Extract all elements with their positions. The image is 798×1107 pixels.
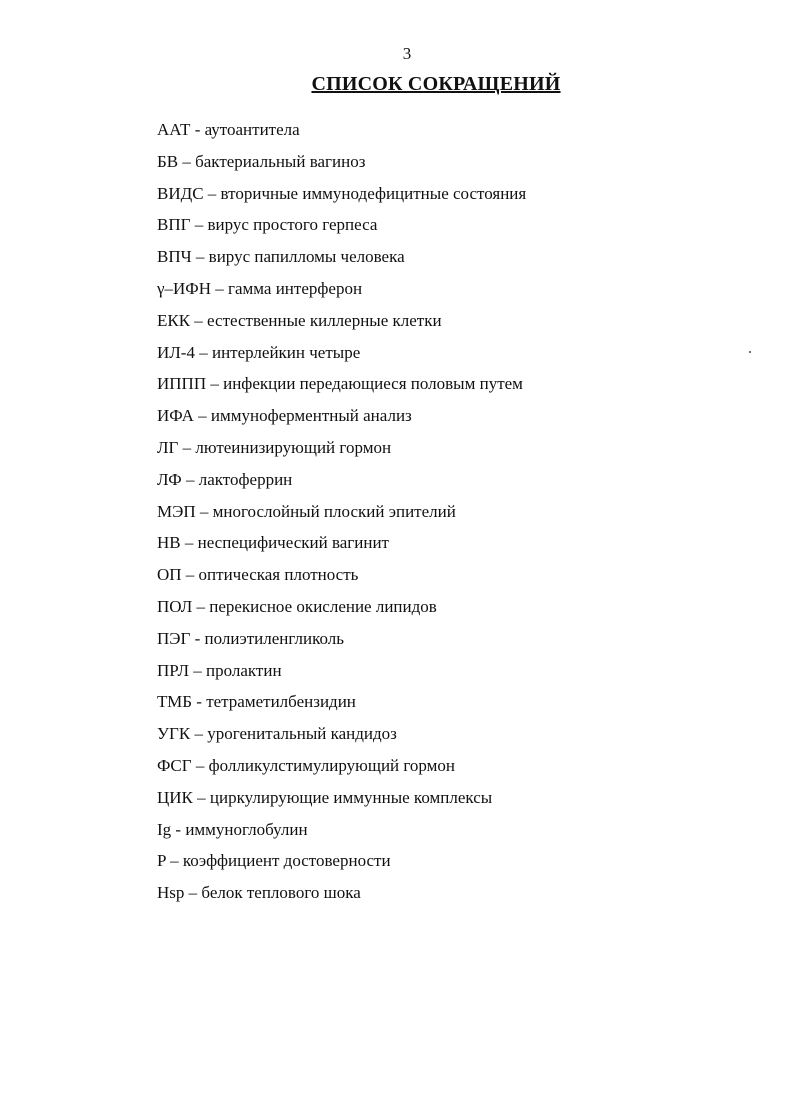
list-item: ВИДС – вторичные иммунодефицитные состояния [157, 183, 527, 203]
list-item: ОП – оптическая плотность [157, 565, 359, 585]
list-item: ФСГ – фолликулстимулирующий гормон [157, 755, 456, 775]
list-item: ИППП – инфекции передающиеся половым путем [157, 374, 523, 394]
page-title: СПИСОК СОКРАЩЕНИЙ [311, 73, 561, 95]
list-item: ВПГ – вирус простого герпеса [157, 215, 378, 235]
list-item: ЦИК – циркулирующие иммунные комплексы [157, 787, 493, 807]
list-item: Hsp – белок теплового шока [157, 883, 361, 903]
list-item: Ig - иммуноглобулин [157, 819, 308, 839]
list-item: P – коэффициент достоверности [157, 851, 391, 871]
list-item: γ–ИФН – гамма интерферон [157, 278, 363, 298]
list-item: ЛГ – лютеинизирующий гормон [157, 437, 392, 457]
list-item: ТМБ - тетраметилбензидин [157, 692, 356, 712]
list-item: ИФА – иммуноферментный анализ [157, 406, 412, 426]
list-item: УГК – урогенитальный кандидоз [157, 724, 397, 744]
list-item: ПРЛ – пролактин [157, 660, 282, 680]
list-item: ВПЧ – вирус папилломы человека [157, 247, 405, 267]
list-item: БВ – бактериальный вагиноз [157, 151, 366, 171]
list-item: ПОЛ – перекисное окисление липидов [157, 596, 437, 616]
list-item: ЛФ – лактоферрин [157, 469, 293, 489]
list-item: ЕКК – естественные киллерные клетки [157, 310, 442, 330]
scan-speck [749, 351, 751, 353]
list-item: ААТ - аутоантитела [157, 120, 300, 139]
abbreviation-list [157, 117, 526, 912]
list-item: НВ – неспецифический вагинит [157, 533, 389, 553]
list-item: ИЛ-4 – интерлейкин четыре [157, 342, 361, 362]
list-item: ПЭГ - полиэтиленгликоль [157, 628, 344, 648]
page-number: 3 [402, 44, 412, 63]
list-item: МЭП – многослойный плоский эпителий [157, 501, 456, 521]
